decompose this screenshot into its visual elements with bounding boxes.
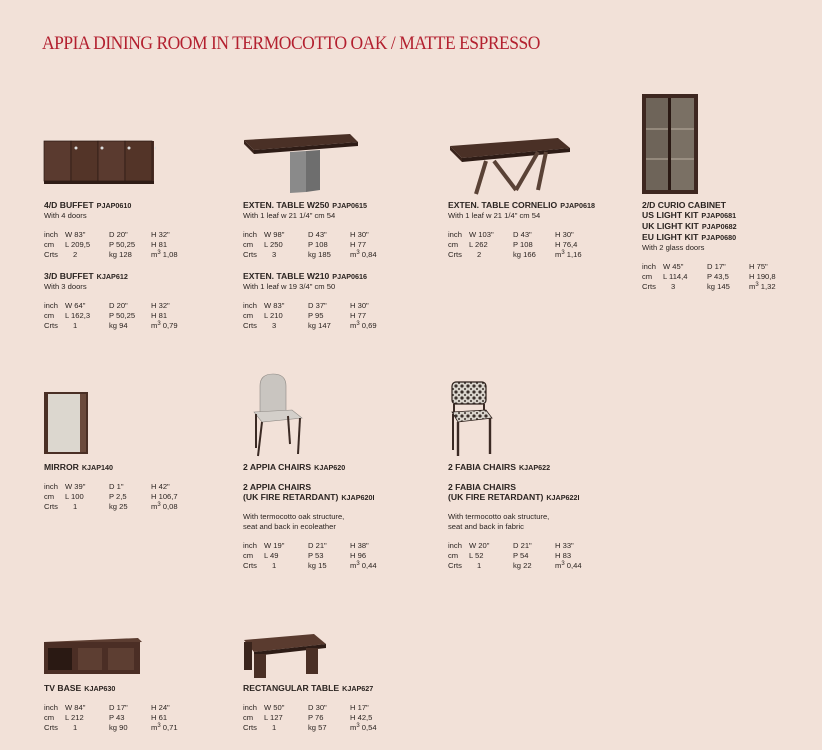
product-description-2: seat and back in fabric [448, 522, 524, 531]
product-name-uk: 2 APPIA CHAIRS [243, 482, 312, 492]
rectangular-table-block [243, 683, 377, 733]
curio-cabinet-image [640, 92, 702, 196]
tv-base-image [42, 636, 144, 678]
dimensions-table: inch W 50" D 30" H 17" cm L 127 P 76 H 42,5 Crts 1 kg 57 $m^3$ 0,54 [243, 703, 377, 732]
rectangular-table-image [240, 630, 330, 680]
dimensions-table: inch W 20" D 21" H 33" cm L 52 P 54 H 83 Crts 1 kg 22 $m^3$ 0,44 [448, 541, 582, 570]
appia-chair-image [248, 372, 308, 458]
fabia-chair-image [448, 378, 496, 458]
product-name-uk-fire: (UK FIRE RETARDANT) KJAP620I [243, 492, 375, 502]
product-description: With 3 doors [44, 282, 87, 291]
dimensions-table: inch W 19" D 21" H 38" cm L 49 P 53 H 96 Crts 1 kg 15 $m^3$ 0,44 [243, 541, 377, 570]
product-name: EXTEN. TABLE W210 PJAP0616 [243, 271, 368, 281]
cornelio-table-image [446, 134, 576, 196]
dimensions-table: inch W 83" D 37" H 30" cm L 210 P 95 H 77 Crts 3 kg 147 $m^3$ 0,69 [243, 301, 377, 330]
product-description: With termocotto oak structure, [448, 512, 550, 521]
light-kit-eu: EU LIGHT KIT PJAP0680 [642, 232, 737, 242]
product-name: MIRROR KJAP140 [44, 462, 114, 472]
dimensions-table: inch W 45" D 17" H 75" cm L 114,4 P 43,5 H 190,8 Crts 3 kg 145 $m^3$ 1,32 [642, 262, 776, 291]
product-description: With termocotto oak structure, [243, 512, 345, 521]
appia-chairs-block [243, 462, 375, 571]
dimensions-table: inch W 98" D 43" H 30" cm L 250 P 108 H 77 Crts 3 kg 185 $m^3$ 0,84 [243, 230, 377, 259]
product-name: 2 APPIA CHAIRS KJAP620 [243, 462, 346, 472]
product-name: EXTEN. TABLE CORNELIO PJAP0618 [448, 200, 595, 210]
dimensions-table: inch W 84" D 17" H 24" cm L 212 P 43 H 61 Crts 1 kg 90 $m^3$ 0,71 [44, 703, 178, 732]
light-kit-us: US LIGHT KIT PJAP0681 [642, 210, 737, 220]
light-kit-uk: UK LIGHT KIT PJAP0682 [642, 221, 737, 231]
dimensions-table: inch W 83" D 20" H 32" cm L 209,5 P 50,25 H 81 Crts 2 kg 128 $m^3$ 1,08 [44, 230, 178, 259]
dimensions-table: inch W 39" D 1" H 42" cm L 100 P 2,5 H 106,7 Crts 1 kg 25 $m^3$ 0,08 [44, 482, 178, 511]
product-description-2: seat and back in ecoleather [243, 522, 336, 531]
mirror-block [44, 462, 178, 512]
product-name: 4/D BUFFET PJAP0610 [44, 200, 132, 210]
product-name-uk-fire: (UK FIRE RETARDANT) KJAP622I [448, 492, 580, 502]
buffet-4-door-image [42, 138, 156, 186]
dimensions-table: inch W 64" D 20" H 32" cm L 162,3 P 50,25 H 81 Crts 1 kg 94 $m^3$ 0,79 [44, 301, 178, 330]
cornelio-table-block [448, 200, 595, 260]
product-name: 2 FABIA CHAIRS KJAP622 [448, 462, 551, 472]
page-title: APPIA DINING ROOM IN TERMOCOTTO OAK / MATTE ESPRESSO [42, 33, 540, 54]
product-description: With 4 doors [44, 211, 87, 220]
mirror-image [42, 390, 90, 458]
dimensions-table: inch W 103" D 43" H 30" cm L 262 P 108 H 76,4 Crts 2 kg 166 $m^3$ 1,16 [448, 230, 582, 259]
product-name: RECTANGULAR TABLE KJAP627 [243, 683, 374, 693]
product-description: With 1 leaf w 19 3/4" cm 50 [243, 282, 336, 291]
fabia-chairs-block [448, 462, 580, 571]
buffet-4-door-block [44, 200, 178, 260]
product-description: With 1 leaf w 21 1/4" cm 54 [243, 211, 336, 220]
extension-table-w250-block [243, 200, 377, 260]
product-name: EXTEN. TABLE W250 PJAP0615 [243, 200, 368, 210]
product-description: With 2 glass doors [642, 243, 705, 252]
extension-table-w250-image [240, 132, 362, 196]
curio-cabinet-block [642, 200, 776, 292]
product-name: TV BASE KJAP630 [44, 683, 116, 693]
product-description: With 1 leaf w 21 1/4" cm 54 [448, 211, 541, 220]
product-name: 3/D BUFFET KJAP612 [44, 271, 128, 281]
tv-base-block [44, 683, 178, 733]
buffet-3-door-block [44, 271, 178, 331]
product-name-uk: 2 FABIA CHAIRS [448, 482, 516, 492]
extension-table-w210-block [243, 271, 377, 331]
product-name: 2/D CURIO CABINET [642, 200, 727, 210]
